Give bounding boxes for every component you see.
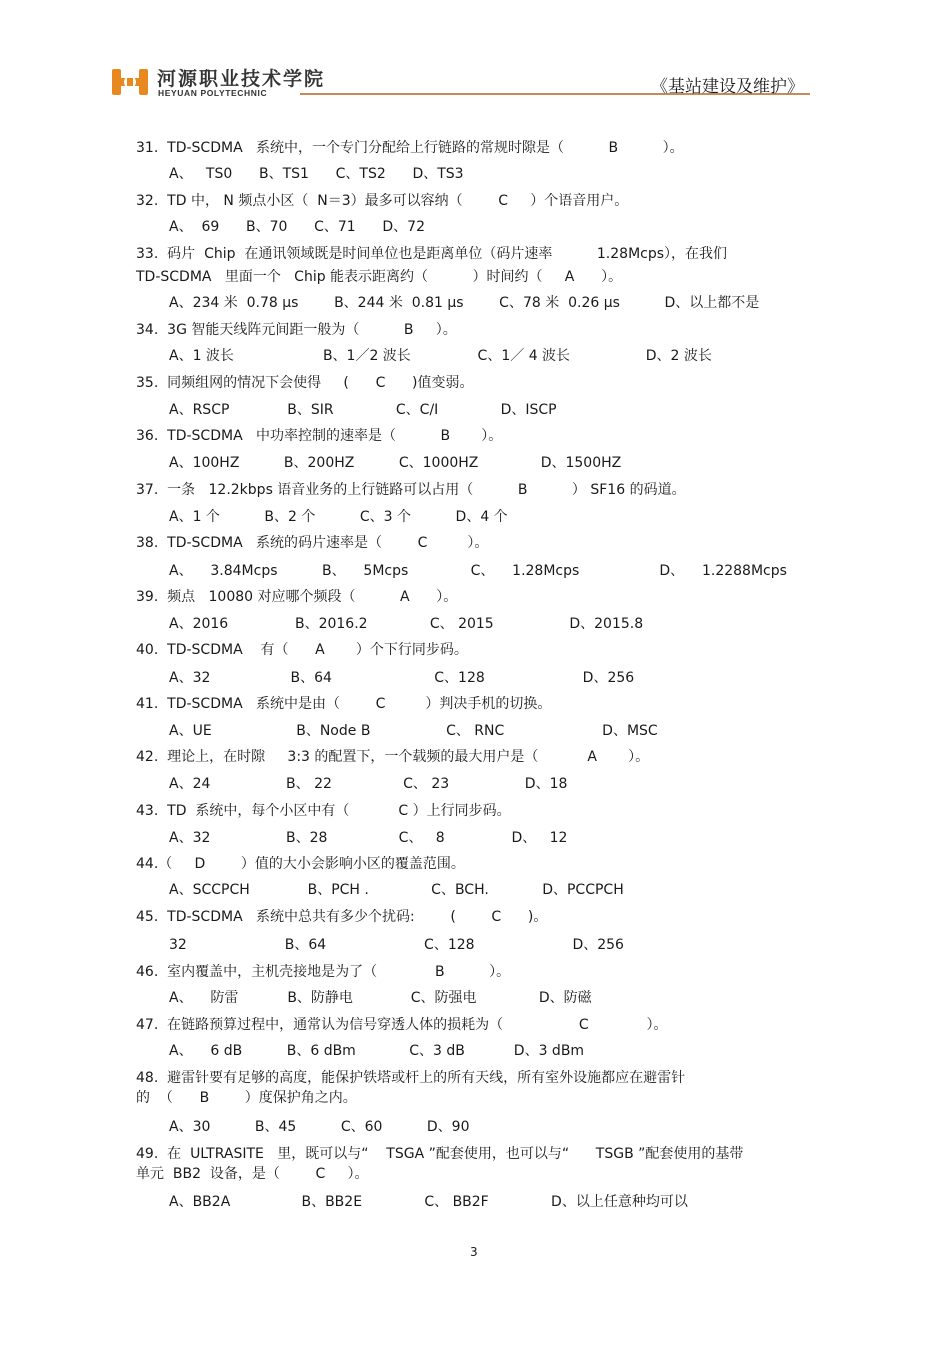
answer-options: A、RSCP B、SIR C、C/I D、ISCP — [169, 402, 557, 418]
answer-options: A、SCCPCH B、PCH . C、BCH. D、PCCPCH — [169, 882, 624, 898]
question-text: 40. TD-SCDMA 有（ A ）个下行同步码。 — [136, 642, 468, 658]
question-text: 32. TD 中， N 频点小区（ N＝3）最多可以容纳（ C ）个语音用户。 — [136, 193, 629, 209]
answer-options: A、100HZ B、200HZ C、1000HZ D、1500HZ — [169, 455, 622, 471]
book-title: 《基站建设及维护》 — [651, 77, 804, 97]
school-logo-icon — [112, 66, 148, 98]
question-text: 38. TD-SCDMA 系统的码片速率是（ C ）。 — [136, 535, 489, 551]
page-header — [0, 0, 950, 110]
question-text: 41. TD-SCDMA 系统中是由（ C ）判决手机的切换。 — [136, 696, 552, 712]
answer-options: A、1 个 B、2 个 C、3 个 D、4 个 — [169, 509, 508, 525]
question-text: 45. TD-SCDMA 系统中总共有多少个扰码: ( C )。 — [136, 909, 548, 925]
school-name-en: HEYUAN POLYTECHNIC — [158, 88, 268, 98]
answer-options: A、32 B、64 C、128 D、256 — [169, 670, 635, 686]
question-text: 36. TD-SCDMA 中功率控制的速率是（ B ）。 — [136, 428, 503, 444]
answer-options: A、 3.84Mcps B、 5Mcps C、 1.28Mcps D、 1.2288Mcps — [169, 563, 787, 579]
question-text: 35. 同频组网的情况下会使得 ( C )值变弱。 — [136, 375, 474, 391]
school-name-cn: 河源职业技术学院 — [157, 68, 326, 90]
question-text: 47. 在链路预算过程中，通常认为信号穿透人体的损耗为（ C ）。 — [136, 1017, 668, 1033]
question-text: 49. 在 ULTRASITE 里，既可以与“ TSGA ”配套使用，也可以与“ TSGB ”配套使用的基带 — [136, 1146, 744, 1162]
question-text: 单元 BB2 设备，是（ C ）。 — [136, 1166, 369, 1182]
answer-options: A、 69 B、70 C、71 D、72 — [169, 219, 425, 235]
answer-options: A、30 B、45 C、60 D、90 — [169, 1119, 470, 1135]
question-text: 48. 避雷针要有足够的高度，能保护铁塔或杆上的所有天线，所有室外设施都应在避雷针 — [136, 1070, 686, 1086]
question-text: 46. 室内覆盖中，主机壳接地是为了（ B ）。 — [136, 964, 511, 980]
question-text: 31. TD-SCDMA 系统中，一个专门分配给上行链路的常规时隙是（ B ）。 — [136, 140, 684, 156]
answer-options: A、 6 dB B、6 dBm C、3 dB D、3 dBm — [169, 1043, 585, 1059]
answer-options: A、UE B、Node B C、 RNC D、MSC — [169, 723, 658, 739]
question-text: 33. 码片 Chip 在通讯领域既是时间单位也是距离单位（码片速率 1.28Mcps），在我们 — [136, 246, 728, 262]
answer-options: A、 TS0 B、TS1 C、TS2 D、TS3 — [169, 166, 464, 182]
page-number: 3 — [470, 1245, 478, 1259]
answer-options: A、32 B、28 C、 8 D、 12 — [169, 830, 568, 846]
answer-options: A、BB2A B、BB2E C、 BB2F D、以上任意种均可以 — [169, 1194, 688, 1210]
question-text: 34. 3G 智能天线阵元间距一般为（ B ）。 — [136, 322, 457, 338]
question-text: 37. 一条 12.2kbps 语音业务的上行链路可以占用（ B ） SF16 的码道。 — [136, 482, 686, 498]
question-text: 44.（ D ）值的大小会影响小区的覆盖范围。 — [136, 856, 465, 872]
answer-options: 32 B、64 C、128 D、256 — [169, 937, 624, 953]
question-text: 42. 理论上，在时隙 3:3 的配置下，一个载频的最大用户是（ A ）。 — [136, 749, 650, 765]
answer-options: A、24 B、 22 C、 23 D、18 — [169, 776, 568, 792]
question-text: 的 （ B ）度保护角之内。 — [136, 1090, 357, 1106]
question-text: 43. TD 系统中，每个小区中有（ C ）上行同步码。 — [136, 803, 511, 819]
question-text: 39. 频点 10080 对应哪个频段（ A ）。 — [136, 589, 458, 605]
answer-options: A、1 波长 B、1／2 波长 C、1／ 4 波长 D、2 波长 — [169, 348, 712, 364]
answer-options: A、2016 B、2016.2 C、 2015 D、2015.8 — [169, 616, 644, 632]
answer-options: A、234 米 0.78 μs B、244 米 0.81 μs C、78 米 0.26 μs D、以上都不是 — [169, 295, 760, 311]
question-text: TD-SCDMA 里面一个 Chip 能表示距离约（ ）时间约（ A ）。 — [136, 269, 623, 285]
answer-options: A、 防雷 B、防静电 C、防强电 D、防磁 — [169, 990, 592, 1006]
